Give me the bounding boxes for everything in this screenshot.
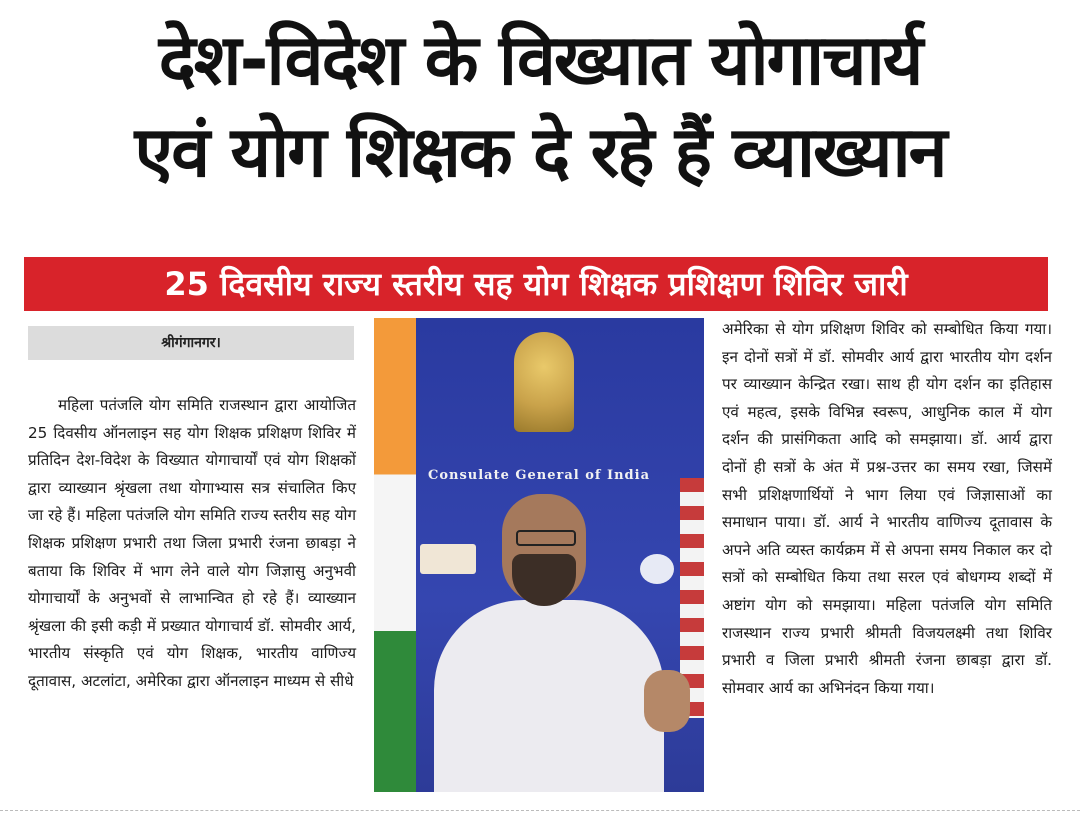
speaker-glasses [516,530,576,546]
headline-line-2: एवं योग शिक्षक दे रहे हैं व्याख्यान [134,111,946,193]
speaker-hand [644,670,690,732]
headline [10,14,1070,198]
subheadline-banner: 25 दिवसीय राज्य स्तरीय सह योग शिक्षक प्रशिक्षण शिविर जारी [24,257,1048,311]
indian-flag [374,318,416,792]
national-emblem-icon [514,332,574,432]
news-photo [374,318,704,792]
backdrop-logo [420,544,476,574]
bottom-rule [0,810,1080,811]
consulate-backdrop-text: Consulate General of India [427,468,650,483]
headline-line-1: देश-विदेश के विख्यात योगाचार्य [158,19,922,101]
speaker-body [434,600,664,792]
dateline: श्रीगंगानगर। [28,326,354,360]
article-right-column: अमेरिका से योग प्रशिक्षण शिविर को सम्बोधित किया गया। इन दोनों सत्रों में डॉ. सोमवीर आर्य द्वारा भारतीय योग दर्शन पर व्याख्यान केन्द्रित रखा। साथ ही योग दर्शन का इतिहास एवं महत्व, इसके विभिन्न स्वरूप, आधुनिक काल में योग दर्शन की प्रासंगिकता आदि को समझाया। डॉ. आर्य द्वारा दोनों ही सत्रों के अंत में प्रश्न-उत्तर का समय रखा, जिसमें सभी प्रशिक्षणार्थियों ने भाग लिया एवं जिज्ञासाओं का समाधान पाया। डॉ. आर्य ने भारतीय वाणिज्य दूतावास के अपने अति व्यस्त कार्यक्रम में से अपना समय निकाल कर दो सत्रों को सम्बोधित किया तथा सरल एवं बोधगम्य शब्दों में अष्टांग योग को समझाया। महिला पतंजलि योग समिति राजस्थान राज्य प्रभारी श्रीमती विजयलक्ष्मी तथा शिविर प्रभारी व जिला प्रभारी श्रीमती रंजना छाबड़ा द्वारा डॉ. सोमवार आर्य का अभिनंदन किया गया। [722,320,1052,697]
backdrop-logo-round [640,554,674,584]
article-left-column: महिला पतंजलि योग समिति राजस्थान द्वारा आयोजित 25 दिवसीय ऑनलाइन सह योग शिक्षक प्रशिक्षण शिविर में प्रतिदिन देश-विदेश के विख्यात योगाचार्यों एवं योग शिक्षकों द्वारा व्याख्यान श्रृंखला तथा योगाभ्यास सत्र संचालित किए जा रहे हैं। महिला पतंजलि योग समिति राज्य स्तरीय सह योग शिक्षक प्रशिक्षण प्रभारी तथा जिला प्रभारी रंजना छाबड़ा ने बताया कि शिविर में भाग लेने वाले योग जिज्ञासु अनुभवी योगाचार्यों के अनुभवों से लाभान्वित हो रहे हैं। व्याख्यान श्रृंखला की इसी कड़ी में प्रख्यात योगाचार्य डॉ. सोमवीर आर्य, भारतीय संस्कृति एवं योग शिक्षक, भारतीय वाणिज्य दूतावास, अटलांटा, अमेरिका द्वारा ऑनलाइन माध्यम से सीधे [28,396,356,690]
